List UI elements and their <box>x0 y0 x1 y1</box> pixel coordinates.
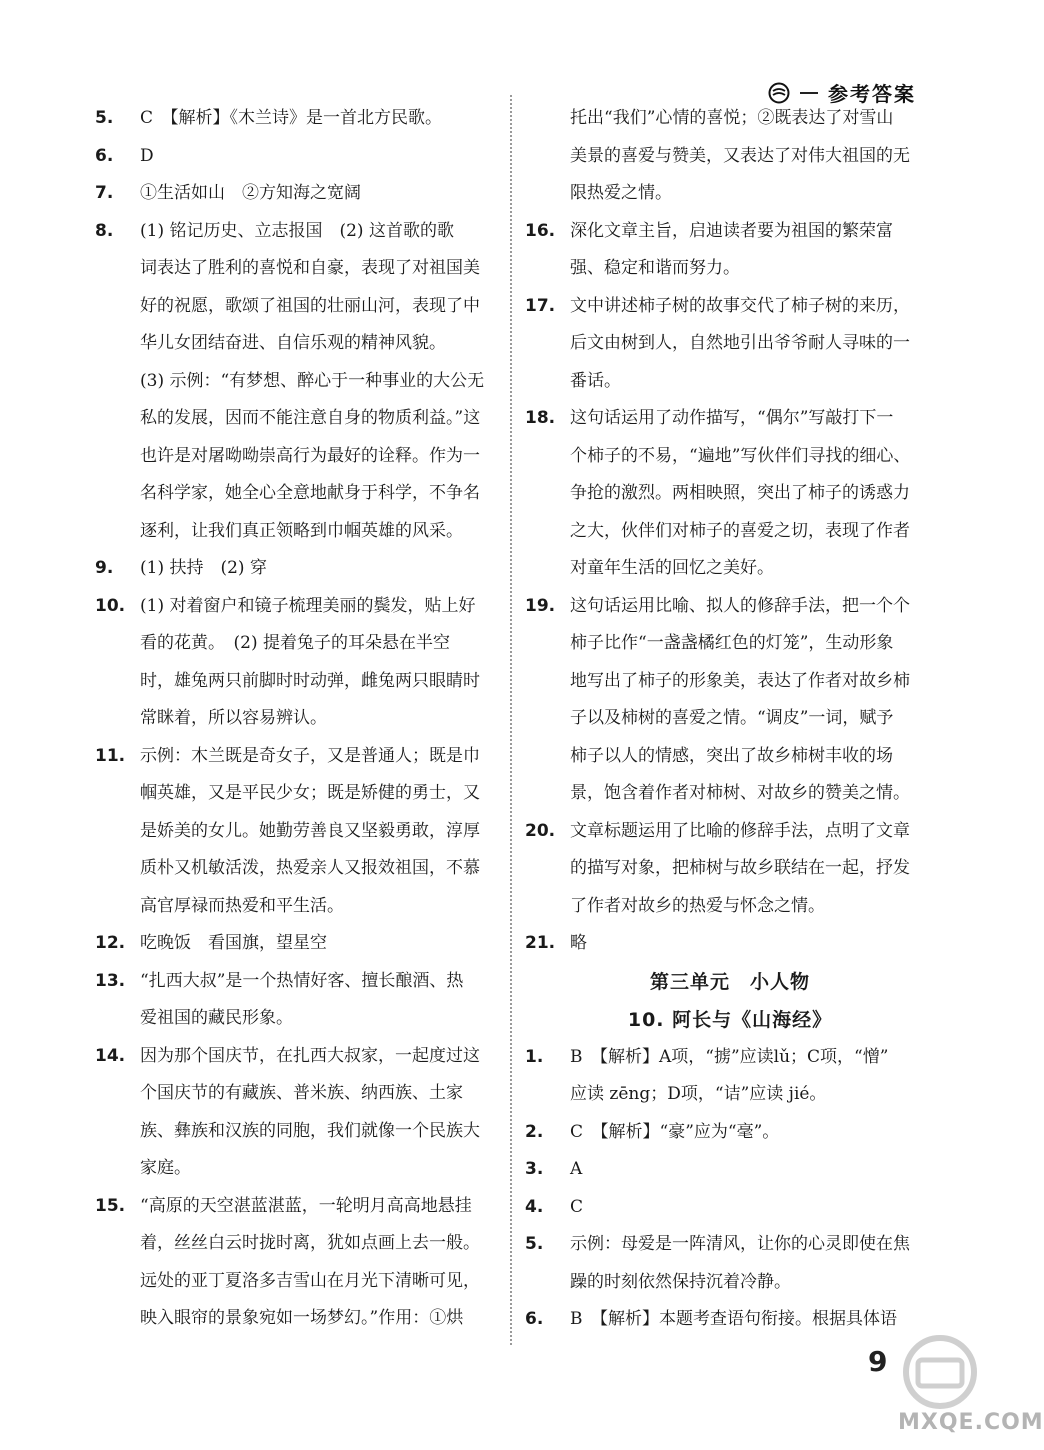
answer-number: 17. <box>525 295 556 316</box>
answer-item <box>525 400 935 588</box>
answer-text <box>140 138 505 176</box>
answer-line: A <box>570 1159 583 1179</box>
answer-text <box>570 1151 935 1189</box>
answer-number: 3. <box>525 1159 544 1179</box>
page-number: 9 <box>868 1345 888 1378</box>
answer-line: 族、彝族和汉族的同胞，我们就像一个民族大 <box>140 1120 480 1141</box>
answer-line: B 【解析】本题考查语句衔接。根据具体语 <box>570 1309 897 1329</box>
answer-line: 着，丝丝白云时拢时离，犹如点画上去一般。 <box>140 1233 480 1253</box>
answer-text <box>140 925 505 963</box>
answer-text <box>140 963 505 1038</box>
answer-line: B 【解析】A项，“掳”应读lǔ；C项，“憎” <box>570 1046 889 1067</box>
right-column <box>525 100 935 1339</box>
answer-line: 后文由树到人，自然地引出爷爷耐人寻味的一 <box>570 333 910 353</box>
answer-item <box>95 550 505 588</box>
answer-text <box>570 588 935 813</box>
answer-text <box>570 288 935 401</box>
answer-line: 争抢的激烈。两相映照，突出了柿子的诱惑力 <box>570 483 910 503</box>
answer-line: 看的花黄。 (2) 提着兔子的耳朵悬在半空 <box>140 633 450 653</box>
answer-item <box>95 738 505 926</box>
answer-line: 吃晚饭 看国旗，望星空 <box>140 933 327 953</box>
answer-number: 9. <box>95 558 114 578</box>
answer-item <box>525 1189 935 1227</box>
answer-number: 14. <box>95 1045 126 1066</box>
answer-line: 略 <box>570 933 587 953</box>
header-title: 参考答案 <box>828 82 916 106</box>
answer-item <box>95 175 505 213</box>
answer-continuation <box>525 100 935 213</box>
watermark-text: MXQE.COM <box>898 1410 1044 1435</box>
answer-number: 7. <box>95 183 114 203</box>
answer-line: 个柿子的不易，“遍地”写伙伴们寻找的细心、 <box>570 445 911 466</box>
answer-line: 高官厚禄而热爱和平生活。 <box>140 895 344 916</box>
answer-text <box>140 100 505 138</box>
answer-line: 限热爱之情。 <box>570 183 672 203</box>
answer-number: 15. <box>95 1195 126 1216</box>
answer-continuation <box>95 363 505 551</box>
answer-text <box>570 1189 935 1227</box>
answer-line: 这句话运用比喻、拟人的修辞手法，把一个个 <box>570 595 910 616</box>
answer-item <box>95 1188 505 1338</box>
answer-line: 子以及柿树的喜爱之情。“调皮”一词，赋予 <box>570 708 894 728</box>
answer-line: (1) 铭记历史、立志报国 (2) 这首歌的歌 <box>140 220 454 241</box>
answer-item <box>525 1301 935 1339</box>
lesson-heading: 10. 阿长与《山海经》 <box>627 1008 833 1031</box>
answer-line: 因为那个国庆节，在扎西大叔家，一起度过这 <box>140 1045 480 1066</box>
answer-text <box>140 175 505 213</box>
answer-text <box>140 213 505 363</box>
answer-line: 示例：母爱是一阵清风，让你的心灵即使在焦 <box>570 1234 910 1254</box>
answer-number: 10. <box>95 595 126 616</box>
answer-text <box>570 1226 935 1301</box>
answer-item <box>525 1151 935 1189</box>
answer-item <box>95 925 505 963</box>
answer-item <box>95 588 505 738</box>
answer-line: 是娇美的女儿。她勤劳善良又坚毅勇敢，淳厚 <box>140 820 480 841</box>
answer-line: 这句话运用了动作描写，“偶尔”写敲打下一 <box>570 408 894 428</box>
answer-line: 个国庆节的有藏族、普米族、纳西族、土家 <box>140 1083 463 1103</box>
answer-line: (3) 示例：“有梦想、醉心于一种事业的大公无 <box>140 370 485 391</box>
answer-text <box>570 1114 935 1152</box>
column-divider <box>510 95 512 1345</box>
header-rule <box>800 92 818 94</box>
answer-text <box>570 1039 935 1114</box>
answer-item <box>95 963 505 1038</box>
answer-line: 躁的时刻依然保持沉着冷静。 <box>570 1271 791 1292</box>
answer-number: 6. <box>525 1309 544 1329</box>
answer-item <box>525 1114 935 1152</box>
answer-number: 19. <box>525 595 556 616</box>
answer-line: 应读 zēng；D项，“诘”应读 jié。 <box>570 1084 827 1104</box>
answer-number: 13. <box>95 970 126 991</box>
answer-line: 地写出了柿子的形象美，表达了作者对故乡柿 <box>570 670 910 691</box>
answer-line: ①生活如山 ②方知海之宽阔 <box>140 183 361 203</box>
answer-number: 5. <box>95 108 114 128</box>
answer-line: “扎西大叔”是一个热情好客、擅长酿酒、热 <box>140 970 464 991</box>
answer-line: C <box>570 1196 584 1217</box>
left-column <box>95 100 505 1338</box>
answer-line: 质朴又机敏活泼，热爱亲人又报效祖国，不慕 <box>140 858 480 878</box>
answer-line: 托出“我们”心情的喜悦；②既表达了对雪山 <box>570 108 894 128</box>
answer-item <box>95 213 505 363</box>
answer-line: 逐利，让我们真正领略到巾帼英雄的风采。 <box>140 520 463 541</box>
answer-text <box>140 588 505 738</box>
answer-item <box>525 288 935 401</box>
answer-line: 文章标题运用了比喻的修辞手法，点明了文章 <box>570 820 910 841</box>
answer-line: 深化文章主旨，启迪读者要为祖国的繁荣富 <box>570 220 893 241</box>
answer-item <box>525 1226 935 1301</box>
answer-item <box>525 588 935 813</box>
answer-line: 帼英雄，又是平民少女；既是矫健的勇士，又 <box>140 783 480 803</box>
answer-number: 1. <box>525 1046 544 1067</box>
answer-line: 词表达了胜利的喜悦和自豪，表现了对祖国美 <box>140 258 480 278</box>
answer-item <box>525 813 935 926</box>
answer-text <box>570 1301 935 1339</box>
answer-number: 12. <box>95 933 126 953</box>
answer-line: 强、稳定和谐而努力。 <box>570 258 740 278</box>
answer-number: 11. <box>95 745 126 766</box>
answer-item <box>525 1039 935 1114</box>
answer-line: 远处的亚丁夏洛多吉雪山在月光下清晰可见， <box>140 1270 480 1291</box>
answer-line: 爱祖国的藏民形象。 <box>140 1008 293 1028</box>
answer-number: 6. <box>95 145 114 166</box>
answer-line: 之大，伙伴们对柿子的喜爱之切，表现了作者 <box>570 520 910 541</box>
answer-line: 时，雄兔两只前脚时时动弹，雌兔两只眼睛时 <box>140 670 480 691</box>
answer-text <box>140 738 505 926</box>
answer-line: 柿子以人的情感，突出了故乡柿树丰收的场 <box>570 745 893 766</box>
answer-number: 21. <box>525 933 556 953</box>
answer-line: 番话。 <box>570 370 621 391</box>
answer-number: 5. <box>525 1234 544 1254</box>
answer-line: 对童年生活的回忆之美好。 <box>570 558 774 578</box>
answer-item <box>95 100 505 138</box>
answer-line: (1) 扶持 (2) 穿 <box>140 558 267 578</box>
answer-item <box>525 213 935 288</box>
answer-line: (1) 对着窗户和镜子梳理美丽的鬓发，贴上好 <box>140 595 476 616</box>
answer-line: 也许是对屠呦呦崇高行为最好的诠释。作为一 <box>140 445 480 466</box>
answer-line: 映入眼帘的景象宛如一场梦幻。”作用：①烘 <box>140 1308 464 1328</box>
answer-line: 华儿女团结奋进、自信乐观的精神风貌。 <box>140 333 446 353</box>
answer-text <box>570 400 935 588</box>
answer-item <box>95 1038 505 1188</box>
answer-line: 美景的喜爱与赞美，又表达了对伟大祖国的无 <box>570 145 910 166</box>
answer-number: 18. <box>525 408 556 428</box>
answer-item <box>525 925 935 963</box>
answer-line: 名科学家，她全心全意地献身于科学，不争名 <box>140 483 480 503</box>
answer-line: 家庭。 <box>140 1158 191 1178</box>
answer-text <box>140 1038 505 1188</box>
answer-number: 16. <box>525 220 556 241</box>
answer-line: D <box>140 145 154 166</box>
answer-line: 景，饱含着作者对柿树、对故乡的赞美之情。 <box>570 783 910 803</box>
answer-text <box>570 813 935 926</box>
answer-number: 20. <box>525 820 556 841</box>
answer-number: 2. <box>525 1121 544 1142</box>
answer-line: 了作者对故乡的热爱与怀念之情。 <box>570 895 825 916</box>
answer-number: 4. <box>525 1196 544 1217</box>
answer-text <box>570 213 935 288</box>
answer-line: C 【解析】《木兰诗》是一首北方民歌。 <box>140 108 443 128</box>
unit-heading: 第三单元 小人物 <box>649 970 810 993</box>
answer-line: 示例：木兰既是奇女子，又是普通人；既是巾 <box>140 745 480 766</box>
answer-line: 私的发展，因而不能注意自身的物质利益。”这 <box>140 408 481 428</box>
answer-line: 好的祝愿，歌颂了祖国的壮丽山河，表现了中 <box>140 295 480 316</box>
answer-line: 常眯着，所以容易辨认。 <box>140 708 327 728</box>
answer-line: 文中讲述柿子树的故事交代了柿子树的来历， <box>570 295 910 316</box>
answer-number: 8. <box>95 220 114 241</box>
answer-line: 柿子比作“一盏盏橘红色的灯笼”，生动形象 <box>570 633 894 653</box>
answer-item <box>95 138 505 176</box>
answer-text <box>140 1188 505 1338</box>
answer-line: “高原的天空湛蓝湛蓝，一轮明月高高地悬挂 <box>140 1195 472 1216</box>
answer-line: C 【解析】“豪”应为“毫”。 <box>570 1121 780 1142</box>
answer-line: 的描写对象，把柿树与故乡联结在一起，抒发 <box>570 858 910 878</box>
answer-text <box>140 550 505 588</box>
answer-text <box>570 925 935 963</box>
